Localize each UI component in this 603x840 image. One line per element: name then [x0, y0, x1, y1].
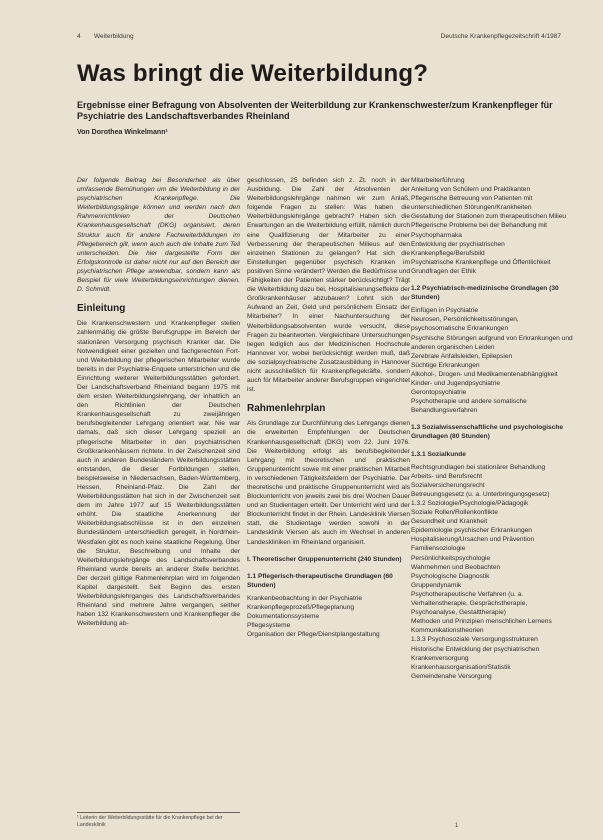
intro-text: Der folgende Beitrag bei Besonderheit als über umfassende Bemühungen um die Weiterbildung in der psychiatrischen Krankenpflege. Die Weiterbildungsgänge können und werden nach den Rahmenrichtlinien der Deutschen Krankenhausgesellschaft (DKG) organisiert, deren Struktur auch für andere Fachweiterbildungen im Pflegebereich gilt, wenn auch auch die Inhalte zum Teil unterscheiden. Die hier dargestellte Form der Erfolgskontrolle ist daher nicht nur auf den Bereich der psychiatrischen Pflege anwendbar, sondern kann als Beispiel für viele Weiterbildungseinrichtungen dienen. D. Schmidt. [77, 177, 240, 294]
list-item: Mitarbeiterführung [411, 177, 465, 184]
article-subtitle: Ergebnisse einer Befragung von Absolventen der Weiterbildung zur Krankenschwester/zum Krankenpfleger für Psychiatrie des Landschaftsverbandes Rheinland [77, 100, 553, 121]
list-item: Neurosen, Persönlichkeitsstörungen, psychosomatische Erkrankungen [411, 316, 519, 333]
column-3 [411, 176, 574, 681]
article-title: Was bringt die Weiterbildung? [77, 60, 429, 87]
list-item: Krankenhausorganisation/Statistik [411, 663, 511, 671]
list-item: Anleitung von Schülern und Praktikanten [411, 186, 531, 194]
body-text: Die Krankenschwestern und Krankenpfleger stellen zahlenmäßig die größte Berufsgruppe im Bereich der stationären Versorgung psychisch Kranker dar. Die Notwendigkeit einer gezielten und fachgerechten Fort- und Weiterbildung der pflegerischen Mitarbeiter wurde bereits in der Psychiatrie-Enquete unterstrichen und die Einrichtung weiterer Weiterbildungsstätten gefordert. Der Landschaftsverband Rheinland begann 1975 mit dem ersten Weiterbildungslehrgang, der inhaltlich an den Richtlinien der Deutschen Krankenhausgesellschaft zu zweijährigen berufsbegleitender Lehrgang orientiert war. Nie war damals, daß sich dieser Lehrgang speziell an pflegerische Mitarbeiter in den psychiatrischen Großkrankenhäusern richtete. In der Zwischenzeit sind auch in anderen Bundesländern Weiterbildungsstätten entstanden, die dieser Fortbildungen stellen, beispielsweise in Niedersachsen, Baden-Württemberg, Hessen, Rheinland-Pfalz. Die Zahl der Weiterbildungsstätten hat sich in der Zwischenzeit seit dem im Jahre 1977 auf 15 Weiterbildungsstätten erhöht. Die staatliche Anerkennung der Weiterbildungsabschlüsse ist in den einzelnen Bundesländern unterschiedlich geregelt, in Nordrhein-Westfalen gibt es noch keine staatliche Regelung. Über die Struktur, Beschreibung und Inhalte der Weiterbildungslehrgänge des Landschaftsverbandes Rheinland wurde bereits an anderer Stelle berichtet. Der derzeit gültige Rahmenlehrplan wird im folgenden Kapitel dargestellt. Seit Beginn des ersten Weiterbildungslehrganges des Landschaftsverbandes Rheinland sind mehrere Jahre vergangen, seither haben 132 Krankenschwestern und Krankenpfleger die Weiterbildung ab- [77, 320, 240, 628]
list-item: Pflegerische Probleme bei der Behandlung mit Psychopharmaka [411, 222, 547, 239]
list-item: Süchtige Erkrankungen [411, 361, 480, 369]
list-item: Gerontopsychiatrie [411, 389, 467, 397]
topic-list [411, 306, 574, 415]
subheading: 1.3.1 Sozialkunde [411, 450, 466, 458]
list-item: Entwicklung der psychiatrischen Krankenpflege/Berufsbild [411, 240, 505, 257]
topic-list [411, 176, 574, 276]
list-item: Pflegesysteme [247, 622, 291, 630]
list-item: Psychiatrische Krankenpflege und Öffentlichkeit [411, 258, 551, 266]
list-item: Gemeindenahe Versorgung [411, 672, 492, 680]
author-line: Von Dorothea Winkelmann¹ [77, 129, 168, 136]
subheading: 1.2 Psychiatrisch-medizinische Grundlagen (30 Stunden) [411, 285, 559, 302]
list-item: Alkohol-, Drogen- und Medikamentenabhängigkeit [411, 370, 558, 378]
subheading: I. Theoretischer Gruppenunterricht (240 Stunden) [247, 555, 402, 563]
list-item: Rechtsgrundlagen bei stationärer Behandlung [411, 463, 546, 471]
list-item: Krankenbeobachtung in der Psychiatrie [247, 594, 363, 602]
list-item: Psychotherapie und andere somatische Behandlungsverfahren [411, 398, 527, 415]
subheading: 1.1 Pflegerisch-therapeutische Grundlagen (60 Stunden) [247, 572, 393, 589]
list-item: Gruppendynamik [411, 581, 462, 589]
list-item: Arbeits- und Berufsrecht [411, 472, 483, 480]
list-item: Familiensoziologie [411, 545, 466, 553]
list-item: Gestaltung der Stationen zum therapeutischen Milieu [411, 213, 567, 221]
list-item: Gesundheit und Krankheit [411, 518, 488, 526]
list-item: Kinder- und Jugendpsychiatrie [411, 379, 501, 387]
list-item: Wahrnehmen und Beobachten [411, 563, 501, 571]
list-item: Hospitalisierung/Ursachen und Prävention [411, 536, 535, 544]
topic-list [411, 463, 574, 681]
list-item: Epidemiologie psychischer Erkrankungen [411, 527, 532, 535]
list-item: Grundfragen der Ethik [411, 267, 476, 275]
list-item: Soziale Rollen/Rollenkonflikte [411, 509, 498, 517]
journal-label: Deutsche Krankenpflegezeitschrift 4/1987 [440, 33, 561, 40]
list-item: Psychische Störungen aufgrund von Erkrankungen und anderen organischen Leiden [411, 334, 573, 351]
list-item: Psychologische Diagnostik [411, 572, 490, 580]
heading-einleitung: Einleitung [77, 303, 126, 315]
list-item: Organisation der Pflege/Dienstplangestaltung [247, 631, 380, 639]
body-text: geschlossen, 25 befinden sich z. Zt. noch in der Ausbildung. Die Zahl der Absolventen der Weiterbildungslehrgänge nahmen wir zum Anlaß, folgende Fragen zu stellen: Was haben die Weiterbildungslehrgänge gebracht? Haben sich die Erwartungen an die Weiterbildung erfüllt, nämlich durch eine Qualifizierung der Mitarbeiter zu einer Verbesserung der therapeutischen Milieus auf den einzelnen Stationen zu gelangen? Hat sich die Einstellungen gegenüber psychisch Kranken im positiven Sinne verändert? Werden die Bedürfnisse und Fähigkeiten der Patienten stärker berücksichtigt? Trägt die Weiterbildung dazu bei, Hospitalisierungseffekte der Großkrankenhäuser abzubauen? Lohnt sich der Aufwand an Zeit, Geld und persönlichem Einsatz der Mitarbeiter? In einer Nachuntersuchung der Weiterbildungsabsolventen wurde versucht, diese Fragen zu beantworten. Vergleichbare Untersuchungen liegen lediglich aus der Medizinischen Hochschule Hannover vor, wobei berücksichtigt werden muß, daß die sozialpsychiatrische Zusatzausbildung in Hannover nicht ausschließlich für Krankenpflegekräfte, sondern auch für Mitarbeiter anderer Berufsgruppen eingerichtet ist. [247, 177, 410, 394]
list-item: Kommunikationstheorien [411, 627, 484, 635]
column-1 [77, 176, 240, 629]
list-item: Methoden und Prinzipien menschlichen Lernens [411, 618, 552, 626]
body-text: Als Grundlage zur Durchführung des Lehrgangs dienen die erweiterten Empfehlungen der Deutschen Krankenhausgesellschaft (DKG) vom 22. Juni 1976. Die Weiterbildung erfolgt als berufsbegleitender Lehrgang mit theoretischen und praktischen Gruppenunterricht sowie mit einer praktischen Mitarbeit in verschiedenen Tätigkeitsfeldern der Psychiatrie. Der theoretische und praktische Gruppenunterricht wird als Blockunterricht von jeweils zwei bis drei Wochen Dauer und an Studientagen erteilt. Der Unterricht wird und der Blockunterricht findet in der Rhein. Landesklinik Viersen statt, die Studientage werden sowohl in der Landesklinik Viersen als auch im Wechsel in anderen Landeskliniken im Rheinland organisiert. [247, 420, 410, 546]
list-item: Historische Entwicklung der psychiatrischen Krankenversorgung [411, 645, 540, 662]
list-item: Sozialversicherungsrecht [411, 481, 485, 489]
list-item: 1.3.2 Soziologie/Psychologie/Pädagogik [411, 500, 529, 507]
topic-list [247, 594, 410, 639]
list-item: Pflegerische Betreuung von Patienten mit unterschiedlichen Störungen/Krankheiten [411, 195, 533, 212]
page-number: 4 [77, 33, 81, 40]
heading-rahmenlehrplan: Rahmenlehrplan [247, 403, 326, 415]
list-item: Psychotherapeutische Verfahren (u. a. Verhaltenstherapie, Gesprächstherapie, Psychoanalyse, Gestalttherapie) [411, 590, 528, 617]
list-item: Einfügen in Psychiatrie [411, 307, 479, 315]
list-item: Dokumentationssysteme [247, 613, 320, 621]
footnote: ¹ Leiterin der Weiterbildungsstätte für die Krankenpflege bei der Landesklinik [77, 812, 240, 828]
list-item: 1.3.3 Psychosoziale Versorgungsstrukturen [411, 636, 538, 644]
list-item: Zerebrale Anfallsleiden, Epilepsien [411, 352, 513, 360]
column-2 [247, 176, 410, 639]
subheading: 1.3 Sozialwissenschaftliche und psychologische Grundlagen (80 Stunden) [411, 424, 564, 441]
list-item: Persönlichkeitspsychologie [411, 554, 491, 562]
page-mark: 1 [455, 823, 459, 829]
section-label: Weiterbildung [94, 33, 134, 40]
list-item: Betreuungsgesetz (u. a. Unterbringungsgesetz) [411, 490, 550, 498]
list-item: Krankenpflegeprozeß/Pflegeplanung [247, 604, 355, 612]
